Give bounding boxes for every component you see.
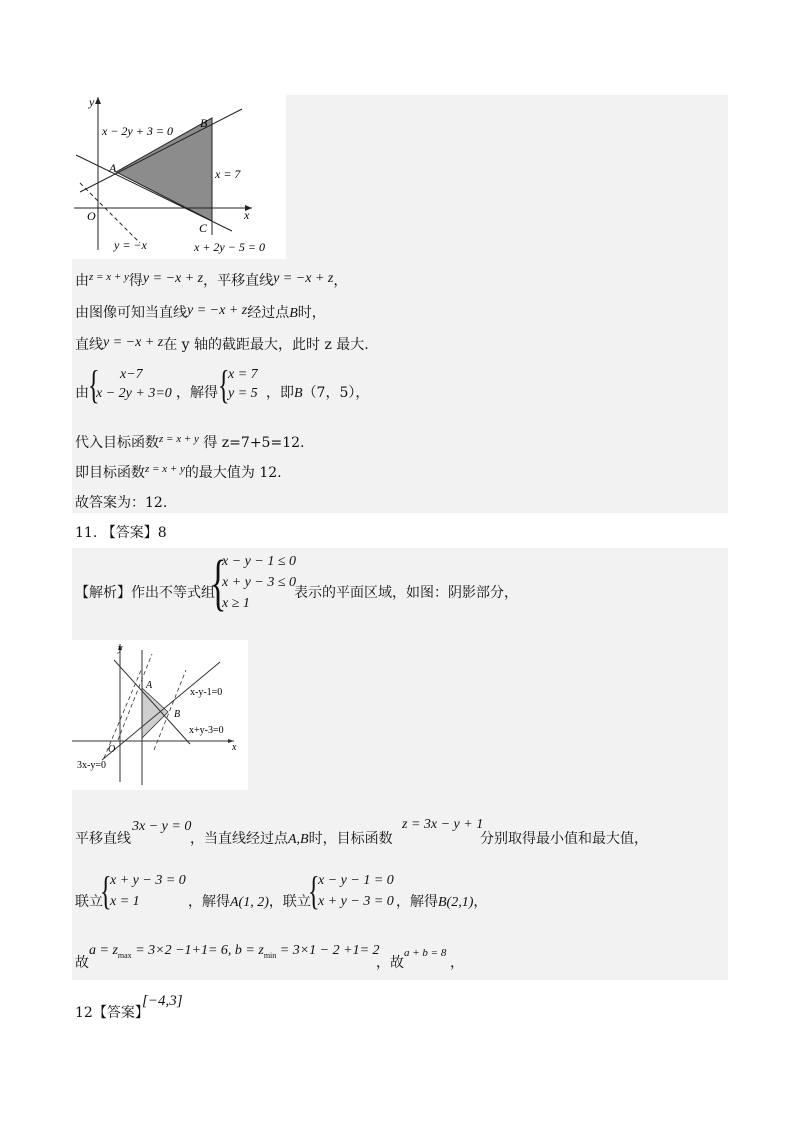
- q11-p2-eq4: x + y − 3 = 0: [318, 894, 394, 909]
- fig1-origin: O: [87, 209, 96, 223]
- sol10-eq1: x−7: [120, 367, 143, 382]
- q11-ineq1: x − y − 1 ≤ 0: [222, 554, 297, 569]
- q11-p3-so: ，故: [376, 955, 404, 971]
- q11-p1-objective: z = 3x − y + 1: [402, 817, 484, 832]
- q11-p1-middle: ，当直线经过点A,B时，目标函数: [190, 831, 393, 847]
- fig2-origin: O: [108, 744, 116, 755]
- q11-answer: 11. 【答案】8: [75, 525, 167, 541]
- sol10-brace1: {: [88, 362, 100, 407]
- fig2-line2-label: x+y-3=0: [189, 725, 224, 736]
- sol10-solve-label: ，解得: [176, 385, 218, 401]
- q11-p2-solve1: ，解得A(1, 2)，联立: [188, 894, 311, 910]
- fig2-point-b: B: [174, 709, 181, 720]
- sol10-sol1: x = 7: [228, 367, 258, 382]
- fig2-point-a: A: [146, 680, 153, 691]
- q11-p2-prefix: 联立: [75, 894, 103, 910]
- fig2-axis-y: y: [118, 643, 123, 654]
- q11-ineq3: x ≥ 1: [222, 596, 250, 611]
- q11-p1-prefix: 平移直线: [75, 831, 131, 847]
- q11-p2-eq1: x + y − 3 = 0: [110, 873, 186, 888]
- fig2-line3-label: 3x-y=0: [77, 760, 106, 771]
- q11-p1-line: 3x − y = 0: [132, 819, 192, 834]
- q11-p3-sum: a + b = 8: [404, 947, 447, 959]
- fig1-line4-label: x + 2y − 5 = 0: [194, 240, 265, 254]
- q11-p3-prefix: 故: [75, 955, 89, 971]
- sol10-line3: 直线y = −x + z在 y 轴的截距最大，此时 z 最大.: [75, 335, 369, 353]
- fig1-axis-y: y: [89, 95, 95, 109]
- sol10-sol2: y = 5: [228, 386, 258, 401]
- fig2-line1-label: x-y-1=0: [190, 687, 223, 698]
- fig1-axis-x: x: [244, 208, 250, 222]
- sol10-line2: 由图像可知当直线y = −x + z经过点B时，: [75, 303, 326, 321]
- q11-p2-brace2: {: [308, 868, 320, 913]
- q11-p1-suffix: 分别取得最小值和最大值，: [480, 831, 648, 847]
- q11-p2-solve2: ，解得B(2,1)，: [396, 894, 488, 910]
- fig1-line1-label: x − 2y + 3 = 0: [102, 124, 173, 138]
- fig1-point-a: A: [109, 161, 117, 175]
- sol10-line5: 代入目标函数$^{z = x + y}$ 得 z=7+5=12.: [75, 433, 305, 451]
- figure-1-graph: [72, 95, 286, 259]
- q11-jiexi-prefix: 【解析】作出不等式组: [75, 585, 215, 601]
- fig1-point-b: B: [200, 116, 208, 130]
- sol10-line1: 由$^{z = x + y}$得y = −x + z，平移直线y = −x + z，: [75, 271, 348, 289]
- figure-2-graph: [72, 640, 248, 790]
- solution-panel-top-right: [286, 95, 728, 259]
- sol10-line4-suffix: ，即B（7，5），: [266, 385, 370, 401]
- sol10-brace2: {: [218, 362, 230, 407]
- q11-p3-values: $a = z_{max} = 3\times 2 -1+1= 6$, $b = z_{min} = 3\times 1 - 2 +1= 2$: [89, 943, 380, 960]
- fig1-line2-label: x = 7: [215, 167, 241, 181]
- sol10-eq2: x − 2y + 3=0: [96, 386, 172, 401]
- q11-p2-brace1: {: [100, 868, 112, 913]
- q12-answer-value: [−4,3]: [142, 993, 183, 1009]
- sol10-line7: 故答案为：12.: [75, 495, 168, 511]
- fig1-line3-label: y = −x: [114, 238, 147, 252]
- q11-jiexi-suffix: 表示的平面区域，如图：阴影部分，: [294, 585, 518, 601]
- sol10-line4-prefix: 由: [75, 385, 89, 401]
- q11-p3-suffix: ，: [450, 955, 464, 971]
- q11-p2-eq3: x − y − 1 = 0: [318, 873, 394, 888]
- q11-ineq2: x + y − 3 ≤ 0: [222, 575, 297, 590]
- q11-p2-eq2: x = 1: [110, 894, 140, 909]
- sol10-line6: 即目标函数$^{z = x + y}$的最大值为 12.: [75, 463, 282, 481]
- fig1-point-c: C: [199, 221, 208, 235]
- q12-answer-label: 12【答案】: [75, 1005, 149, 1021]
- solution-panel-11-b: [248, 640, 728, 790]
- q11-ineq-brace: {: [210, 549, 227, 617]
- fig2-axis-x: x: [232, 742, 237, 753]
